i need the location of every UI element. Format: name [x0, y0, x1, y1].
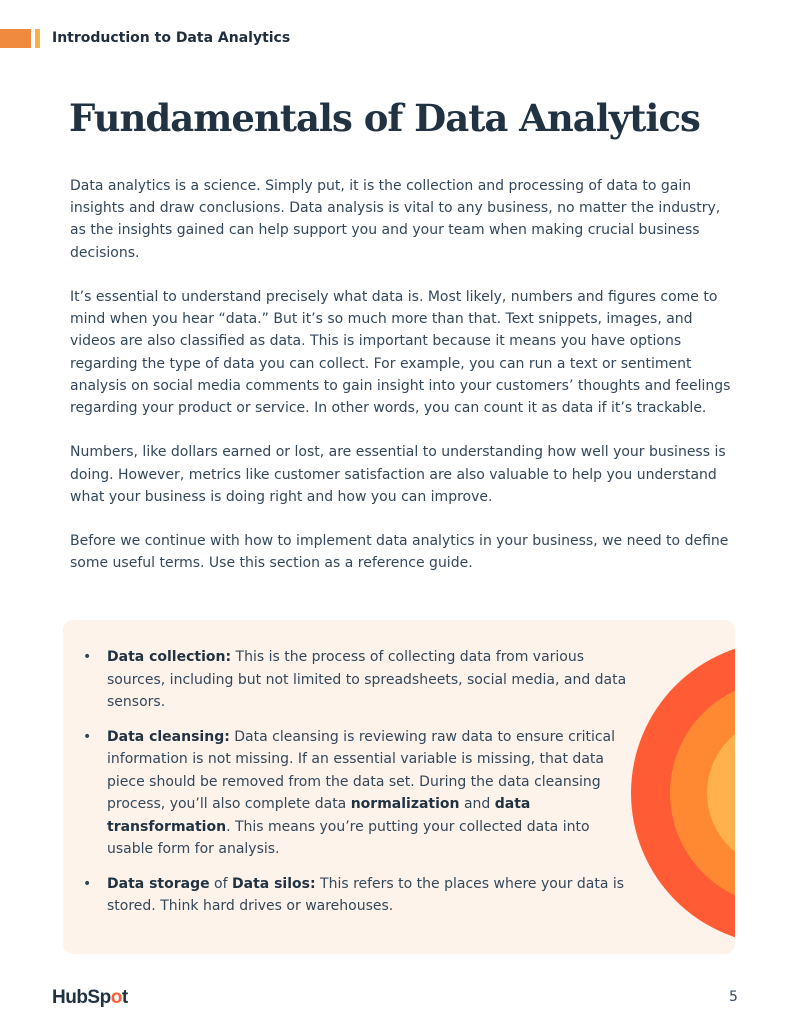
body-text — [70, 175, 734, 597]
bullet-icon: • — [83, 649, 92, 665]
term-normalization: normalization — [350, 796, 460, 812]
list-item-data-storage — [83, 873, 627, 918]
logo-text-end: t — [121, 987, 128, 1008]
paragraph-intro: Data analytics is a science. Simply put, it is the collection and processing of data to gain insights and draw conclusions. Data analysis is vital to any business, no matter the industry, as the insights gained can help support you and your team when making crucial business decisions. — [70, 178, 721, 261]
page-number: 5 — [729, 989, 738, 1005]
logo-text-start: HubSp — [52, 987, 111, 1008]
bullet-icon: • — [83, 728, 92, 745]
header-accent-bar — [0, 29, 31, 48]
term-data-transformation: data transformation — [107, 796, 531, 835]
definition-data-storage-part-2: This refers to the places where your data is stored. Think hard drives or warehouses. — [107, 875, 625, 914]
definition-data-collection: This is the process of collecting data from various sources, including but not limited to spreadsheets, social media, and data sensors. — [107, 649, 627, 710]
term-data-storage: Data storage — [107, 875, 210, 892]
section-title: Introduction to Data Analytics — [52, 30, 291, 46]
paragraph-terms-intro: Before we continue with how to implement data analytics in your business, we need to define some useful terms. Use this section as a reference guide. — [70, 533, 729, 572]
list-item-data-cleansing — [83, 726, 627, 861]
bullet-icon: • — [83, 875, 92, 892]
paragraph-what-is-data: It’s essential to understand precisely what data is. Most likely, numbers and figures come to mind when you hear “data.” But it’s so much more than that. Text snippets, images, and videos are also classified as data. This is important because it means you have options regarding the type of data you can collect. For example, you can run a text or sentiment analysis on social media comments to gain insight into your customers’ thoughts and feelings regarding your product or service. In other words, you can count it as data if it’s trackable. — [70, 289, 731, 417]
logo-sprocket-icon: o — [110, 987, 122, 1008]
definition-data-cleansing-part-2: and — [459, 796, 495, 812]
term-data-cleansing: Data cleansing: — [107, 728, 230, 745]
page-title: Fundamentals of Data Analytics — [69, 96, 700, 140]
header-accent-stripe — [35, 29, 40, 48]
list-item-data-collection — [83, 646, 627, 714]
term-data-collection: Data collection: — [107, 649, 232, 665]
definitions-callout — [63, 620, 735, 954]
hubspot-logo — [52, 987, 128, 1009]
definition-data-storage-part-1: of — [209, 875, 232, 892]
definition-data-cleansing-part-3: . This means you’re putting your collected data into usable form for analysis. — [107, 818, 590, 857]
term-data-silos: Data silos: — [232, 875, 316, 892]
definitions-list — [83, 646, 627, 930]
paragraph-metrics: Numbers, like dollars earned or lost, are essential to understanding how well your business is doing. However, metrics like customer satisfaction are also valuable to help you understand what your business is doing right and how you can improve. — [70, 444, 726, 505]
definition-data-cleansing-part-1: Data cleansing is reviewing raw data to ensure critical information is not missing. If an essential variable is missing, that data piece should be removed from the data set. During the data cleansing process, you’ll also complete data — [107, 728, 615, 812]
